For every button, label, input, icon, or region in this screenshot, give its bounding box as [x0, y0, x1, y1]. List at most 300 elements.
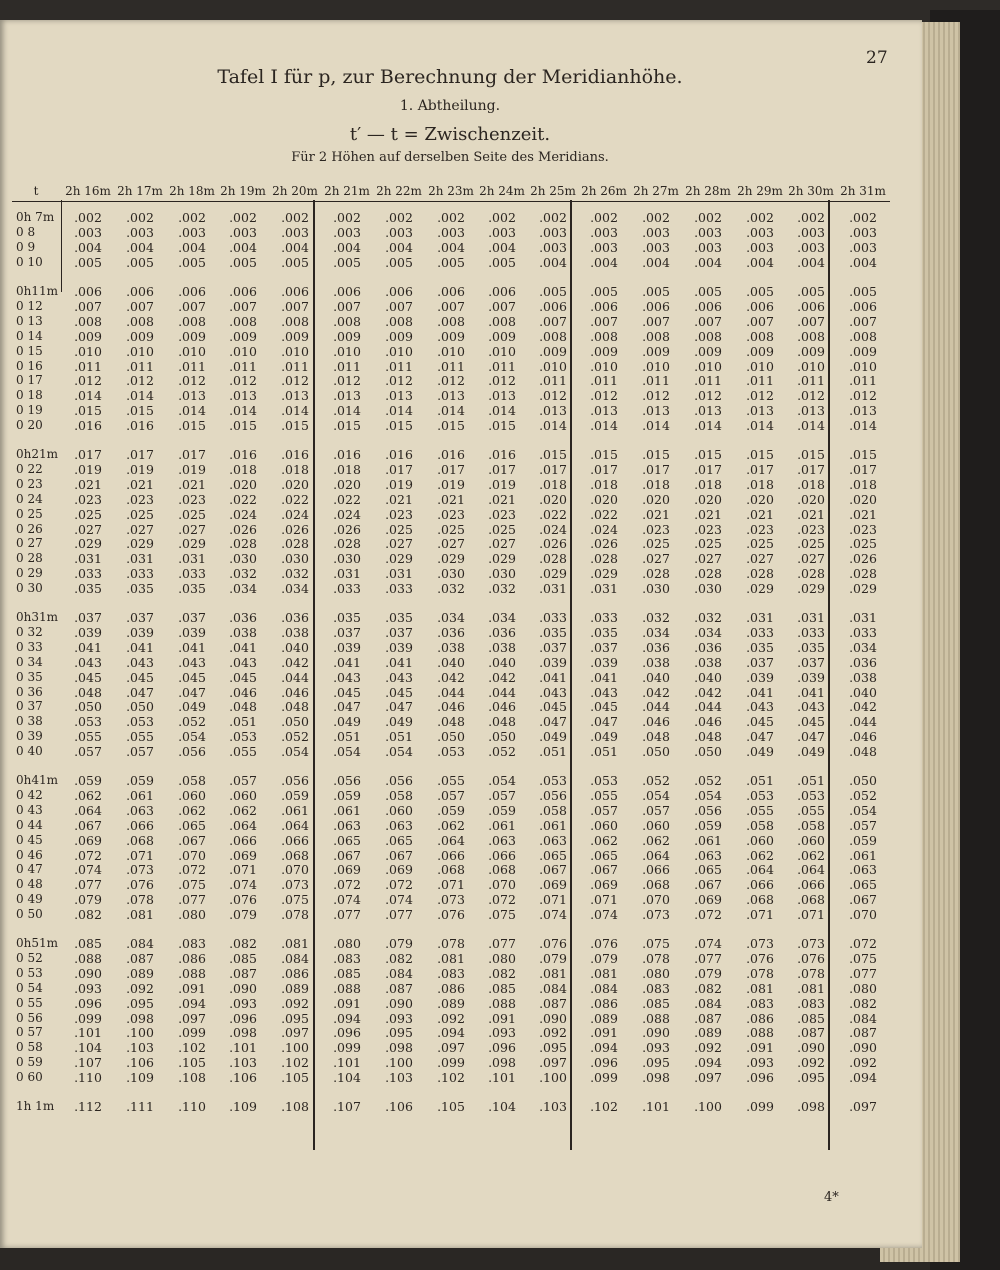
row-label: 0 35 [16, 669, 43, 684]
table-cell: .092 [797, 1055, 825, 1071]
table-cell: .039 [178, 624, 206, 640]
table-cell: .059 [849, 832, 877, 848]
table-cell: .084 [126, 936, 154, 951]
table-cell: .103 [385, 1070, 413, 1086]
row-label: 0 26 [16, 521, 43, 536]
table-cell: .052 [642, 773, 670, 788]
table-cell: .096 [746, 1070, 774, 1086]
label-column-rule [61, 200, 62, 292]
table-cell: .033 [539, 610, 567, 625]
book-top-edge [0, 0, 1000, 22]
table-cell: .067 [178, 832, 206, 848]
table-cell: .006 [74, 284, 102, 299]
table-cell: .095 [797, 1070, 825, 1086]
table-cell: .042 [437, 669, 465, 685]
table-cell: .048 [437, 714, 465, 730]
table-cell: .046 [229, 684, 257, 700]
table-cell: .014 [590, 418, 618, 434]
table-cell: .062 [437, 817, 465, 833]
table-cell: .069 [590, 877, 618, 893]
table-cell: .074 [590, 907, 618, 923]
table-cell: .027 [126, 521, 154, 537]
table-cell: .031 [746, 610, 774, 625]
table-cell: .014 [539, 418, 567, 434]
table-cell: .061 [694, 832, 722, 848]
table-cell: .011 [385, 358, 413, 374]
table-cell: .011 [281, 358, 309, 374]
table-cell: .018 [694, 476, 722, 492]
table-cell: .005 [849, 284, 877, 299]
table-cell: .041 [539, 669, 567, 685]
table-cell: .008 [333, 313, 361, 329]
table-cell: .052 [849, 787, 877, 803]
table-cell: .007 [797, 313, 825, 329]
table-cell: .028 [849, 566, 877, 582]
table-cell: .092 [281, 995, 309, 1011]
table-cell: .020 [281, 476, 309, 492]
table-cell: .040 [849, 684, 877, 700]
table-cell: .059 [333, 787, 361, 803]
table-cell: .095 [539, 1040, 567, 1056]
table-cell: .057 [849, 817, 877, 833]
table-cell: .054 [642, 787, 670, 803]
table-cell: .042 [694, 684, 722, 700]
table-cell: .066 [797, 877, 825, 893]
table-cell: .019 [178, 461, 206, 477]
table-cell: .057 [437, 787, 465, 803]
table-cell: .049 [539, 729, 567, 745]
table-cell: .072 [488, 892, 516, 908]
table-cell: .098 [488, 1055, 516, 1071]
table-cell: .011 [74, 358, 102, 374]
row-label: 0 48 [16, 877, 43, 892]
table-cell: .013 [746, 403, 774, 419]
row-label: 0 15 [16, 343, 43, 358]
table-cell: .069 [694, 892, 722, 908]
table-cell: .091 [178, 980, 206, 996]
table-cell: .104 [74, 1040, 102, 1056]
table-cell: .053 [539, 773, 567, 788]
table-cell: .050 [488, 729, 516, 745]
table-cell: .003 [797, 224, 825, 240]
table-cell: .004 [849, 254, 877, 270]
table-cell: .018 [229, 461, 257, 477]
table-cell: .030 [229, 551, 257, 567]
table-cell: .099 [590, 1070, 618, 1086]
table-cell: .012 [229, 373, 257, 389]
table-cell: .018 [333, 461, 361, 477]
table-cell: .005 [694, 284, 722, 299]
table-cell: .050 [437, 729, 465, 745]
table-cell: .009 [74, 328, 102, 344]
row-label: 0 59 [16, 1055, 43, 1070]
table-cell: .014 [694, 418, 722, 434]
table-cell: .017 [437, 461, 465, 477]
table-cell: .004 [74, 239, 102, 255]
row-label: 0 54 [16, 980, 43, 995]
table-cell: .028 [229, 536, 257, 552]
table-cell: .063 [488, 832, 516, 848]
column-header: 2h 27m [633, 184, 679, 198]
table-cell: .088 [178, 965, 206, 981]
table-cell: .041 [746, 684, 774, 700]
table-cell: .030 [694, 581, 722, 597]
table-cell: .008 [746, 328, 774, 344]
table-cell: .018 [746, 476, 774, 492]
table-cell: .004 [746, 254, 774, 270]
table-cell: .029 [178, 536, 206, 552]
table-cell: .039 [539, 654, 567, 670]
table-cell: .020 [590, 491, 618, 507]
table-cell: .002 [746, 210, 774, 225]
table-cell: .050 [126, 699, 154, 715]
table-cell: .045 [539, 699, 567, 715]
table-cell: .065 [590, 847, 618, 863]
row-label: 0h41m [16, 773, 59, 787]
table-cell: .088 [333, 980, 361, 996]
table-cell: .073 [437, 892, 465, 908]
row-label: 0h21m [16, 447, 59, 461]
table-cell: .016 [333, 447, 361, 462]
table-cell: .002 [178, 210, 206, 225]
table-cell: .019 [126, 461, 154, 477]
table-cell: .014 [178, 403, 206, 419]
table-cell: .025 [437, 521, 465, 537]
table-cell: .013 [590, 403, 618, 419]
table-cell: .101 [229, 1040, 257, 1056]
table-cell: .080 [333, 936, 361, 951]
table-cell: .034 [694, 624, 722, 640]
table-cell: .043 [178, 654, 206, 670]
table-cell: .017 [126, 447, 154, 462]
table-cell: .025 [694, 536, 722, 552]
table-cell: .073 [281, 877, 309, 893]
table-cell: .094 [178, 995, 206, 1011]
table-cell: .067 [74, 817, 102, 833]
table-cell: .007 [385, 298, 413, 314]
table-cell: .002 [797, 210, 825, 225]
table-cell: .041 [229, 639, 257, 655]
table-cell: .090 [539, 1010, 567, 1026]
table-cell: .018 [642, 476, 670, 492]
table-cell: .027 [694, 551, 722, 567]
table-cell: .101 [488, 1070, 516, 1086]
table-cell: .081 [797, 980, 825, 996]
table-cell: .055 [126, 729, 154, 745]
row-label: 0 10 [16, 254, 43, 269]
table-cell: .027 [74, 521, 102, 537]
table-cell: .025 [488, 521, 516, 537]
table-cell: .006 [590, 298, 618, 314]
table-cell: .007 [281, 298, 309, 314]
table-cell: .009 [797, 343, 825, 359]
table-cell: .023 [849, 521, 877, 537]
row-label: 0 27 [16, 536, 43, 551]
table-cell: .105 [437, 1099, 465, 1114]
table-cell: .015 [694, 447, 722, 462]
table-cell: .035 [178, 581, 206, 597]
data-table [0, 20, 922, 1248]
table-cell: .002 [849, 210, 877, 225]
table-cell: .008 [385, 313, 413, 329]
page-number: 27 [866, 48, 888, 68]
table-cell: .004 [539, 254, 567, 270]
table-cell: .014 [642, 418, 670, 434]
table-cell: .059 [74, 773, 102, 788]
table-cell: .097 [849, 1099, 877, 1114]
table-cell: .003 [333, 224, 361, 240]
table-cell: .008 [126, 313, 154, 329]
table-cell: .016 [281, 447, 309, 462]
table-cell: .032 [281, 566, 309, 582]
table-cell: .044 [694, 699, 722, 715]
table-cell: .071 [797, 907, 825, 923]
table-cell: .003 [849, 239, 877, 255]
table-cell: .003 [178, 224, 206, 240]
table-cell: .075 [281, 892, 309, 908]
table-cell: .064 [437, 832, 465, 848]
table-cell: .005 [333, 254, 361, 270]
table-cell: .012 [797, 388, 825, 404]
table-cell: .086 [437, 980, 465, 996]
table-cell: .011 [178, 358, 206, 374]
table-cell: .088 [746, 1025, 774, 1041]
table-cell: .042 [281, 654, 309, 670]
table-cell: .007 [74, 298, 102, 314]
table-cell: .097 [437, 1040, 465, 1056]
table-cell: .068 [281, 847, 309, 863]
column-header: 2h 22m [376, 184, 422, 198]
table-cell: .012 [437, 373, 465, 389]
table-cell: .069 [229, 847, 257, 863]
table-cell: .030 [488, 566, 516, 582]
table-cell: .037 [126, 610, 154, 625]
table-cell: .010 [539, 358, 567, 374]
row-label: 0 57 [16, 1025, 43, 1040]
table-cell: .013 [229, 388, 257, 404]
table-cell: .002 [126, 210, 154, 225]
table-cell: .002 [488, 210, 516, 225]
table-cell: .005 [281, 254, 309, 270]
table-cell: .041 [178, 639, 206, 655]
table-cell: .069 [385, 862, 413, 878]
table-cell: .009 [126, 328, 154, 344]
table-cell: .090 [849, 1040, 877, 1056]
table-cell: .056 [385, 773, 413, 788]
table-cell: .008 [642, 328, 670, 344]
table-cell: .056 [539, 787, 567, 803]
table-cell: .035 [539, 624, 567, 640]
table-cell: .061 [281, 802, 309, 818]
table-cell: .041 [590, 669, 618, 685]
table-cell: .044 [437, 684, 465, 700]
table-cell: .109 [229, 1099, 257, 1114]
table-cell: .028 [797, 566, 825, 582]
table-cell: .049 [333, 714, 361, 730]
table-cell: .003 [437, 224, 465, 240]
table-cell: .062 [797, 847, 825, 863]
table-cell: .069 [333, 862, 361, 878]
table-cell: .016 [385, 447, 413, 462]
table-cell: .003 [590, 239, 618, 255]
table-cell: .078 [746, 965, 774, 981]
table-cell: .094 [437, 1025, 465, 1041]
table-cell: .105 [178, 1055, 206, 1071]
table-cell: .004 [590, 254, 618, 270]
table-cell: .004 [281, 239, 309, 255]
table-cell: .007 [437, 298, 465, 314]
table-cell: .006 [694, 298, 722, 314]
table-cell: .056 [178, 744, 206, 760]
table-cell: .091 [746, 1040, 774, 1056]
table-cell: .049 [797, 744, 825, 760]
table-cell: .042 [488, 669, 516, 685]
table-cell: .059 [488, 802, 516, 818]
table-cell: .074 [385, 892, 413, 908]
table-cell: .003 [385, 224, 413, 240]
table-cell: .023 [797, 521, 825, 537]
row-label: 0h11m [16, 284, 59, 298]
row-label: 0 14 [16, 328, 43, 343]
table-cell: .013 [539, 403, 567, 419]
table-cell: .068 [642, 877, 670, 893]
table-cell: .098 [229, 1025, 257, 1041]
table-cell: .085 [488, 980, 516, 996]
table-cell: .060 [797, 832, 825, 848]
table-cell: .097 [281, 1025, 309, 1041]
table-cell: .045 [797, 714, 825, 730]
table-cell: .006 [178, 284, 206, 299]
table-cell: .017 [74, 447, 102, 462]
table-cell: .015 [539, 447, 567, 462]
row-label: 0 55 [16, 995, 43, 1010]
table-cell: .090 [642, 1025, 670, 1041]
table-cell: .105 [281, 1070, 309, 1086]
table-cell: .002 [229, 210, 257, 225]
table-cell: .031 [797, 610, 825, 625]
table-cell: .005 [126, 254, 154, 270]
table-cell: .045 [333, 684, 361, 700]
table-cell: .037 [797, 654, 825, 670]
table-cell: .108 [178, 1070, 206, 1086]
table-cell: .016 [229, 447, 257, 462]
row-label: 0h31m [16, 610, 59, 624]
table-cell: .010 [178, 343, 206, 359]
table-cell: .029 [488, 551, 516, 567]
table-cell: .079 [229, 907, 257, 923]
table-cell: .009 [539, 343, 567, 359]
table-cell: .070 [488, 877, 516, 893]
table-cell: .009 [694, 343, 722, 359]
table-cell: .062 [178, 802, 206, 818]
table-cell: .099 [333, 1040, 361, 1056]
table-cell: .030 [333, 551, 361, 567]
table-cell: .066 [281, 832, 309, 848]
table-cell: .007 [126, 298, 154, 314]
table-cell: .112 [74, 1099, 102, 1114]
table-cell: .023 [746, 521, 774, 537]
table-cell: .012 [178, 373, 206, 389]
table-cell: .101 [642, 1099, 670, 1114]
table-cell: .037 [385, 624, 413, 640]
table-cell: .062 [746, 847, 774, 863]
table-cell: .053 [797, 787, 825, 803]
table-cell: .094 [849, 1070, 877, 1086]
table-cell: .019 [74, 461, 102, 477]
table-cell: .079 [590, 950, 618, 966]
table-cell: .003 [590, 224, 618, 240]
table-cell: .040 [694, 669, 722, 685]
table-cell: .019 [385, 476, 413, 492]
table-cell: .016 [126, 418, 154, 434]
table-cell: .034 [229, 581, 257, 597]
table-cell: .014 [849, 418, 877, 434]
table-cell: .017 [746, 461, 774, 477]
table-cell: .037 [539, 639, 567, 655]
table-cell: .023 [178, 491, 206, 507]
table-cell: .054 [849, 802, 877, 818]
table-cell: .015 [488, 418, 516, 434]
table-cell: .065 [694, 862, 722, 878]
table-cell: .004 [694, 254, 722, 270]
table-cell: .011 [694, 373, 722, 389]
table-cell: .010 [229, 343, 257, 359]
table-cell: .101 [74, 1025, 102, 1041]
table-cell: .031 [385, 566, 413, 582]
table-cell: .054 [385, 744, 413, 760]
table-cell: .029 [126, 536, 154, 552]
table-cell: .009 [229, 328, 257, 344]
row-label: 0 39 [16, 729, 43, 744]
table-cell: .043 [333, 669, 361, 685]
table-cell: .008 [590, 328, 618, 344]
table-cell: .007 [333, 298, 361, 314]
table-cell: .004 [797, 254, 825, 270]
table-cell: .017 [385, 461, 413, 477]
table-cell: .057 [74, 744, 102, 760]
table-cell: .018 [281, 461, 309, 477]
table-cell: .003 [694, 224, 722, 240]
table-cell: .093 [488, 1025, 516, 1041]
table-cell: .055 [74, 729, 102, 745]
table-cell: .003 [849, 224, 877, 240]
table-cell: .060 [746, 832, 774, 848]
table-cell: .055 [746, 802, 774, 818]
table-cell: .009 [849, 343, 877, 359]
table-cell: .077 [74, 877, 102, 893]
table-cell: .106 [385, 1099, 413, 1114]
table-cell: .024 [281, 506, 309, 522]
table-cell: .034 [488, 610, 516, 625]
table-cell: .003 [642, 239, 670, 255]
row-label: 0 50 [16, 907, 43, 922]
table-cell: .076 [590, 936, 618, 951]
table-cell: .103 [539, 1099, 567, 1114]
table-cell: .015 [74, 403, 102, 419]
table-cell: .103 [126, 1040, 154, 1056]
table-cell: .070 [178, 847, 206, 863]
table-cell: .036 [281, 610, 309, 625]
table-cell: .007 [539, 313, 567, 329]
table-cell: .015 [849, 447, 877, 462]
table-cell: .003 [74, 224, 102, 240]
table-cell: .103 [229, 1055, 257, 1071]
table-cell: .041 [385, 654, 413, 670]
table-cell: .075 [488, 907, 516, 923]
signature-mark: 4* [824, 1190, 839, 1205]
table-cell: .026 [229, 521, 257, 537]
table-cell: .026 [333, 521, 361, 537]
